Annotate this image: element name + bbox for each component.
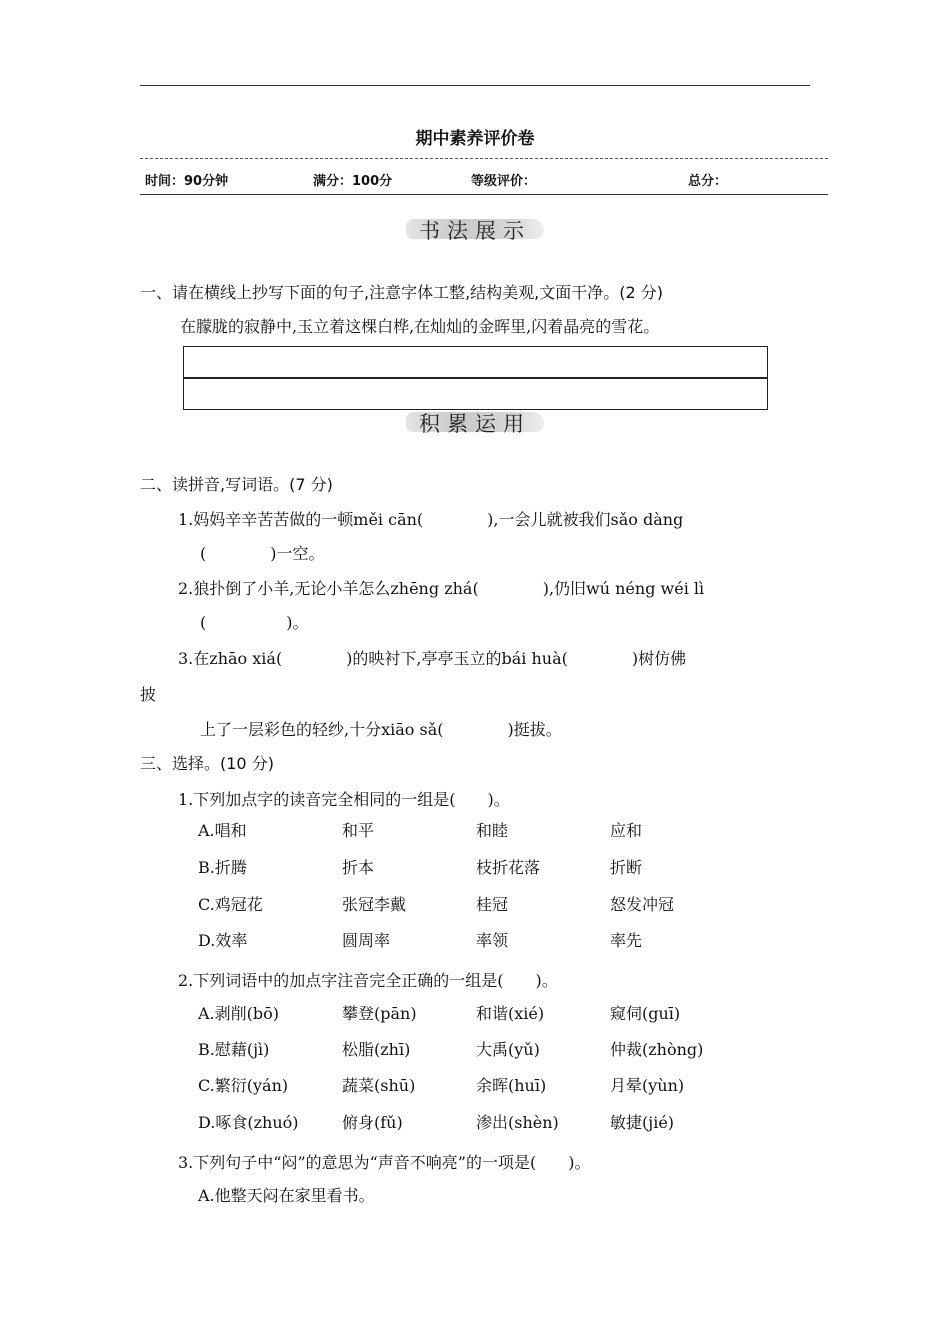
- q2-item3-line3: 上了一层彩色的轻纱,十分xiāo sǎ( )挺拔。: [200, 720, 562, 739]
- q2-item3-line1: 3.在zhāo xiá( )的映衬下,亭亭玉立的bái huà( )树仿佛: [178, 649, 687, 668]
- q3-sub1-stem: 1.下列加点字的读音完全相同的一组是( )。: [178, 790, 510, 809]
- q3-sub2-option: 俯身(fǔ): [342, 1113, 403, 1132]
- q2-item2-line2: ( )。: [200, 613, 309, 632]
- q1-sentence: 在朦胧的寂静中,玉立着这棵白桦,在灿灿的金晖里,闪着晶亮的雪花。: [180, 317, 660, 336]
- q3-heading: 三、选择。(10 分): [140, 754, 274, 773]
- copy-line-1[interactable]: [183, 346, 768, 378]
- q3-sub1-option: 折断: [610, 858, 643, 877]
- q2-item3-line2: 披: [140, 685, 157, 704]
- q3-sub1-option: 折本: [342, 858, 375, 877]
- banner-label: 书法展示: [419, 219, 531, 243]
- q3-sub1-option: 桂冠: [476, 895, 509, 914]
- q3-sub2-option: 窥伺(guī): [610, 1004, 681, 1023]
- q3-sub2-option: 大禹(yǔ): [476, 1040, 540, 1059]
- q3-sub2-option: 月晕(yùn): [610, 1076, 685, 1095]
- q3-sub2-option: 和谐(xié): [476, 1004, 545, 1023]
- q3-sub1-option: D.效率: [198, 931, 248, 950]
- q1-heading: 一、请在横线上抄写下面的句子,注意字体工整,结构美观,文面干净。(2 分): [140, 283, 664, 302]
- q2-item2-line1: 2.狼扑倒了小羊,无论小羊怎么zhēng zhá( ),仍旧wú néng wéi lì: [178, 579, 705, 598]
- q3-sub1-option: 率先: [610, 931, 643, 950]
- full-score: 满分：100分: [313, 174, 393, 189]
- q3-sub1-option: A.唱和: [198, 821, 247, 840]
- q3-sub1-option: 应和: [610, 821, 643, 840]
- header-divider: [140, 194, 828, 195]
- q2-item1-line2: ( )一空。: [200, 544, 325, 563]
- q3-sub2-option: C.繁衍(yán): [198, 1076, 289, 1095]
- q3-sub2-option: 蔬菜(shū): [342, 1076, 416, 1095]
- q3-sub1-option: C.鸡冠花: [198, 895, 263, 914]
- banner-label: 积累运用: [419, 412, 531, 436]
- dashed-divider: [140, 158, 828, 159]
- exam-time: 时间：90分钟: [145, 174, 229, 189]
- q3-sub1-option: B.折腾: [198, 858, 247, 877]
- q3-sub2-option: 仲裁(zhòng): [610, 1040, 704, 1059]
- q3-sub1-option: 怒发冲冠: [610, 895, 675, 914]
- q3-sub2-option: 渗出(shèn): [476, 1113, 559, 1132]
- q3-sub2-option: 攀登(pān): [342, 1004, 417, 1023]
- q3-sub3-option-a: A.他整天闷在家里看书。: [198, 1186, 375, 1205]
- section-banner-calligraphy: [400, 212, 550, 246]
- q2-heading: 二、读拼音,写词语。(7 分): [140, 475, 333, 494]
- q3-sub2-option: 松脂(zhī): [342, 1040, 411, 1059]
- q3-sub2-option: 余晖(huī): [476, 1076, 547, 1095]
- q3-sub1-option: 和睦: [476, 821, 509, 840]
- q3-sub3-stem: 3.下列句子中“闷”的意思为“声音不响亮”的一项是( )。: [178, 1153, 591, 1172]
- q3-sub2-option: 敏捷(jié): [610, 1113, 675, 1132]
- q3-sub1-option: 张冠李戴: [342, 895, 407, 914]
- q2-item1-line1: 1.妈妈辛辛苦苦做的一顿měi cān( ),一会儿就被我们sǎo dàng: [178, 510, 684, 529]
- q3-sub1-option: 率领: [476, 931, 509, 950]
- q3-sub1-option: 圆周率: [342, 931, 391, 950]
- q3-sub2-option: B.慰藉(jì): [198, 1040, 270, 1059]
- page-title: 期中素养评价卷: [415, 129, 535, 149]
- section-banner-accumulate: [400, 405, 550, 439]
- q3-sub1-option: 和平: [342, 821, 375, 840]
- q3-sub2-option: D.啄食(zhuó): [198, 1113, 299, 1132]
- top-rule: [140, 85, 810, 86]
- total-label: 总分：: [688, 174, 728, 189]
- q3-sub1-option: 枝折花落: [476, 858, 541, 877]
- q3-sub2-stem: 2.下列词语中的加点字注音完全正确的一组是( )。: [178, 971, 558, 990]
- grade-label: 等级评价：: [471, 174, 537, 189]
- q3-sub2-option: A.剥削(bō): [198, 1004, 280, 1023]
